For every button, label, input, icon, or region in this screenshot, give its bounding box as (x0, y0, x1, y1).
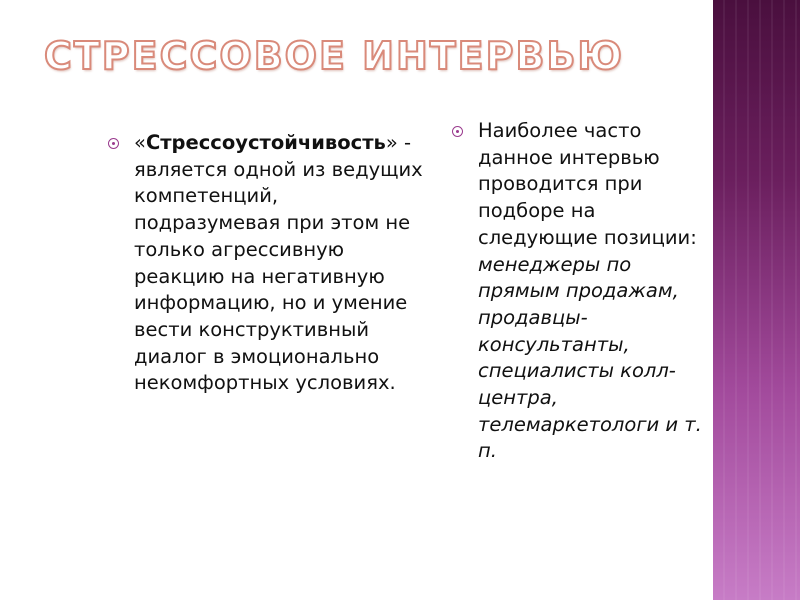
bullet-icon (452, 126, 463, 137)
positions-intro-text: Наиболее часто данное интервью проводится при подборе на следующие позиции: (478, 119, 697, 249)
quote-open: « (134, 131, 146, 154)
bullet-item-stress-resistance (108, 130, 428, 397)
decorative-side-band (713, 0, 800, 600)
quote-close: » (385, 131, 398, 154)
slide-title: СТРЕССОВОЕ ИНТЕРВЬЮ (44, 34, 625, 78)
positions-list: менеджеры по прямым продажам, продавцы-консультанты, специалисты колл-центра, телемаркетологи и т. п. (478, 252, 702, 463)
bullet-item-positions (452, 118, 714, 465)
definition-text: - является одной из ведущих компетенций, подразумевая при этом не только агрессивную реакцию на негативную информацию, но и умение вести конструктивный диалог в эмоционально некомфортных условиях. (134, 131, 423, 395)
bullet-icon (108, 138, 119, 149)
right-column (452, 118, 714, 465)
left-column (108, 130, 428, 397)
term-stress-resistance: Стрессоустойчивость (145, 131, 386, 154)
